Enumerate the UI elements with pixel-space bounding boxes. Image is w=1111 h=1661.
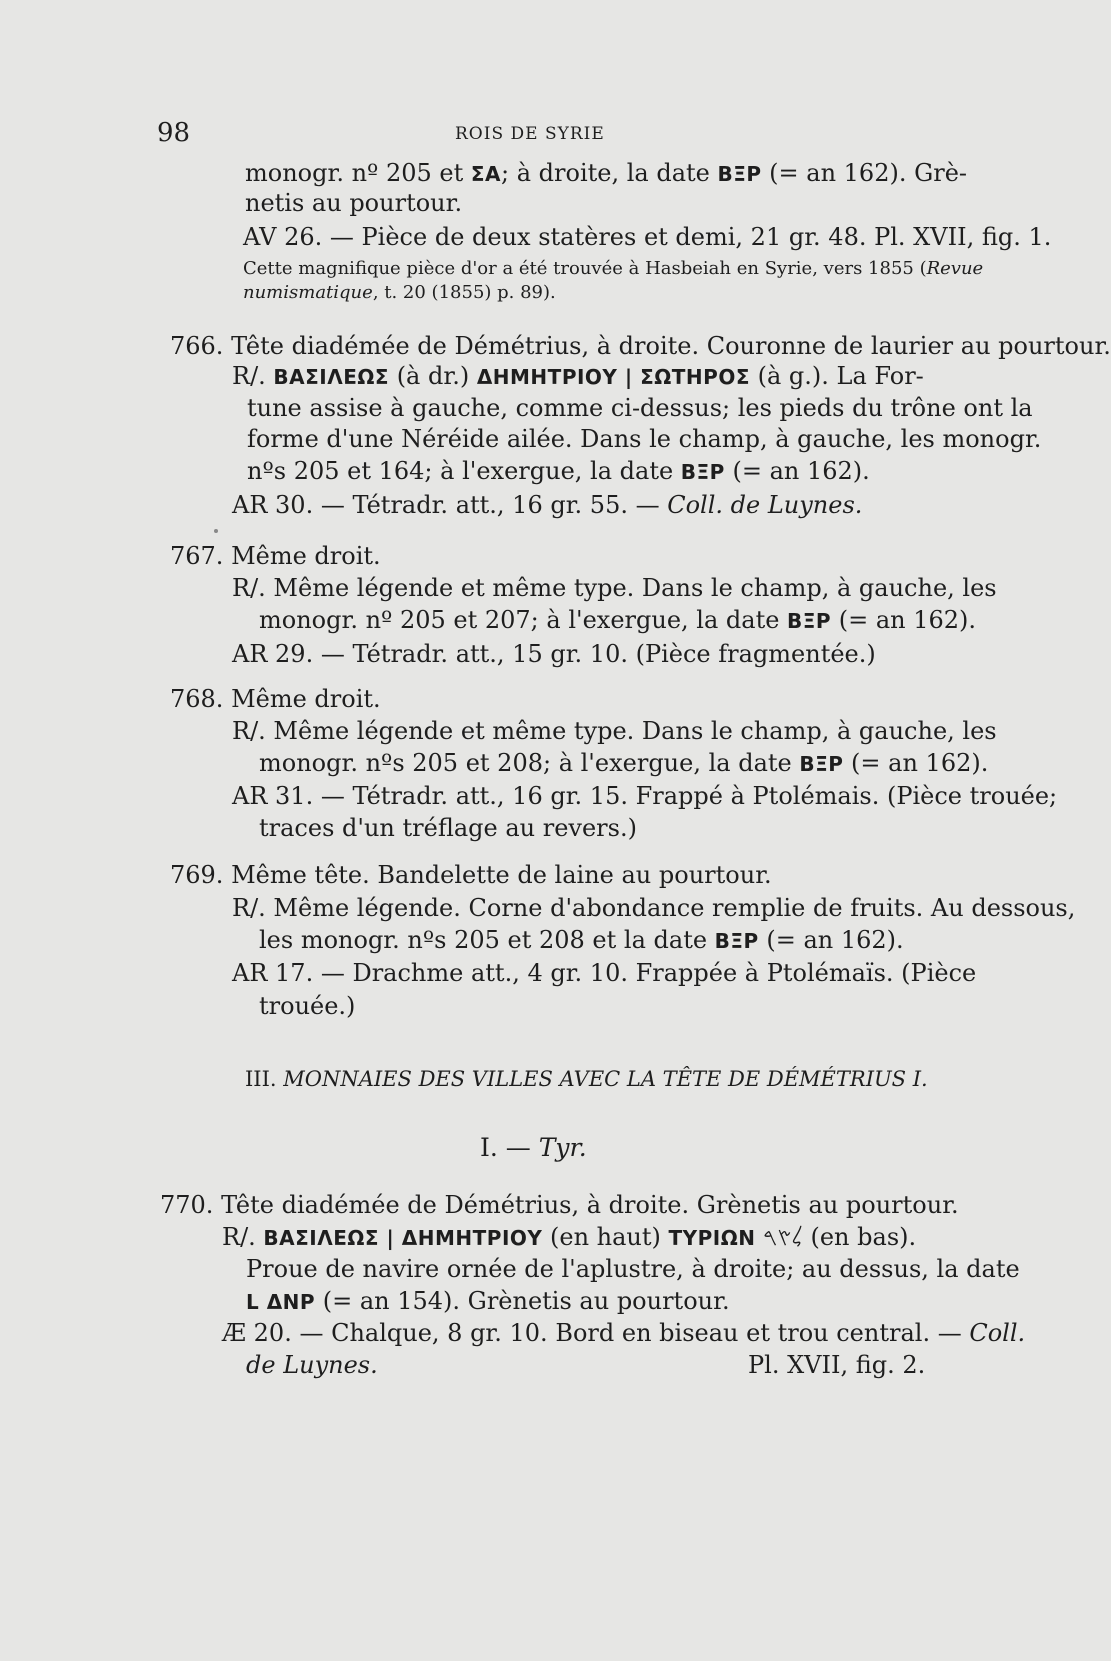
phoenician-legend: 𐤋𐤑𐤓 xyxy=(755,1223,803,1251)
greek-date: L ΔΝΡ xyxy=(246,1290,316,1314)
text-line xyxy=(259,748,988,779)
text-line xyxy=(222,1318,1025,1348)
text-run: (= an 162). Grè- xyxy=(761,159,968,187)
footnote-line xyxy=(243,281,556,305)
text-run: , t. 20 (1855) p. 89). xyxy=(372,282,556,303)
text-line: trouée.) xyxy=(259,992,356,1020)
section-number: III. xyxy=(245,1067,284,1091)
text-run: Æ 20. — Chalque, 8 gr. 10. Bord en biseau et trou central. — xyxy=(222,1319,970,1347)
text-run: (à dr.) xyxy=(389,362,477,390)
text-run: AR 30. — Tétradr. att., 16 gr. 55. — xyxy=(232,491,668,519)
text-line: netis au pourtour. xyxy=(245,189,463,217)
text-line: Proue de navire ornée de l'aplustre, à droite; au dessus, la date xyxy=(246,1255,1020,1283)
text-line xyxy=(259,605,976,636)
text-run: monogr. nº 205 et 207; à l'exergue, la date xyxy=(259,606,788,634)
text-line xyxy=(232,490,862,520)
text-line xyxy=(222,1222,916,1253)
greek-legend: ΒΑΣΙΛΕΩΣ | ΔΗΜΗΤΡΙΟΥ xyxy=(263,1226,543,1250)
entry-770: 770. Tête diadémée de Démétrius, à droite. Grènetis au pourtour. xyxy=(160,1191,959,1219)
text-line: R/. Même légende et même type. Dans le champ, à gauche, les xyxy=(232,574,997,602)
text-run: monogr. nºs 205 et 208; à l'exergue, la date xyxy=(259,749,800,777)
greek-date: ΒΞΡ xyxy=(714,929,759,953)
greek-legend: ΤΥΡΙΩΝ xyxy=(668,1226,756,1250)
text-line: AR 17. — Drachme att., 4 gr. 10. Frappée à Ptolémaïs. (Pièce xyxy=(232,959,977,987)
text-run: (= an 162). xyxy=(758,926,904,954)
text-line: traces d'un tréflage au revers.) xyxy=(259,814,637,842)
entry-766: 766. Tête diadémée de Démétrius, à droite. Couronne de laurier au pourtour. xyxy=(170,332,1111,360)
subsection-heading xyxy=(480,1133,587,1162)
reverse-marker: R/. xyxy=(232,362,274,390)
greek-legend: ΣΑ xyxy=(470,162,501,186)
text-run: (= an 154). Grènetis au pourtour. xyxy=(315,1287,730,1315)
text-line: AV 26. — Pièce de deux statères et demi, 21 gr. 48. Pl. XVII, fig. 1. xyxy=(243,223,1052,251)
text-line: AR 29. — Tétradr. att., 15 gr. 10. (Pièce fragmentée.) xyxy=(232,640,876,668)
running-title: ROIS DE SYRIE xyxy=(455,124,605,144)
greek-date: ΒΞΡ xyxy=(799,752,844,776)
text-line: R/. Même légende et même type. Dans le champ, à gauche, les xyxy=(232,717,997,745)
text-line xyxy=(246,1286,730,1317)
greek-legend: ΒΑΣΙΛΕΩΣ xyxy=(273,365,390,389)
text-run: monogr. nº 205 et xyxy=(245,159,471,187)
footnote-line xyxy=(243,257,983,281)
text-run: (= an 162). xyxy=(724,457,870,485)
entry-769: 769. Même tête. Bandelette de laine au pourtour. xyxy=(170,861,772,889)
text-line xyxy=(259,925,904,956)
text-run: Cette magnifique pièce d'or a été trouvée à Hasbeiah en Syrie, vers 1855 ( xyxy=(243,258,927,279)
text-run: (à g.). La For- xyxy=(750,362,924,390)
italic-text: Revue xyxy=(926,258,984,279)
text-run: nºs 205 et 164; à l'exergue, la date xyxy=(247,457,681,485)
italic-text: numismatique xyxy=(243,282,373,303)
greek-date: ΒΞΡ xyxy=(787,609,832,633)
text-run: ; à droite, la date xyxy=(501,159,718,187)
text-run: (en bas). xyxy=(802,1223,917,1251)
text-run: les monogr. nºs 205 et 208 et la date xyxy=(259,926,715,954)
greek-date: ΒΞΡ xyxy=(680,460,725,484)
text-run: (en haut) xyxy=(542,1223,669,1251)
text-run: (= an 162). xyxy=(831,606,977,634)
text-line xyxy=(247,456,870,487)
italic-text: Coll. de Luynes. xyxy=(667,491,863,519)
text-line xyxy=(232,361,924,392)
section-title: MONNAIES DES VILLES AVEC LA TÊTE DE DÉMÉTRIUS I. xyxy=(283,1067,928,1091)
text-line: tune assise à gauche, comme ci-dessus; les pieds du trône ont la xyxy=(247,394,1033,422)
italic-text: Coll. xyxy=(969,1319,1026,1347)
text-line: AR 31. — Tétradr. att., 16 gr. 15. Frappé à Ptolémais. (Pièce trouée; xyxy=(232,782,1058,810)
text-run: (= an 162). xyxy=(843,749,989,777)
italic-text: de Luynes. xyxy=(246,1351,378,1379)
section-heading xyxy=(245,1067,928,1091)
text-line xyxy=(246,1350,378,1380)
text-line: forme d'une Néréide ailée. Dans le champ, à gauche, les monogr. xyxy=(247,425,1042,453)
entry-768: 768. Même droit. xyxy=(170,685,381,713)
ink-speck xyxy=(214,529,218,533)
reverse-marker: R/. xyxy=(222,1223,264,1251)
plate-reference: Pl. XVII, fig. 2. xyxy=(748,1351,926,1379)
page-number: 98 xyxy=(157,118,191,148)
entry-767: 767. Même droit. xyxy=(170,542,381,570)
text-line xyxy=(245,158,967,189)
subsection-title: Tyr. xyxy=(538,1133,587,1162)
subsection-number: I. — xyxy=(480,1133,539,1162)
greek-legend: ΔΗΜΗΤΡΙΟΥ | ΣΩΤΗΡΟΣ xyxy=(476,365,750,389)
text-line: R/. Même légende. Corne d'abondance remplie de fruits. Au dessous, xyxy=(232,894,1076,922)
greek-date: ΒΞΡ xyxy=(717,162,762,186)
